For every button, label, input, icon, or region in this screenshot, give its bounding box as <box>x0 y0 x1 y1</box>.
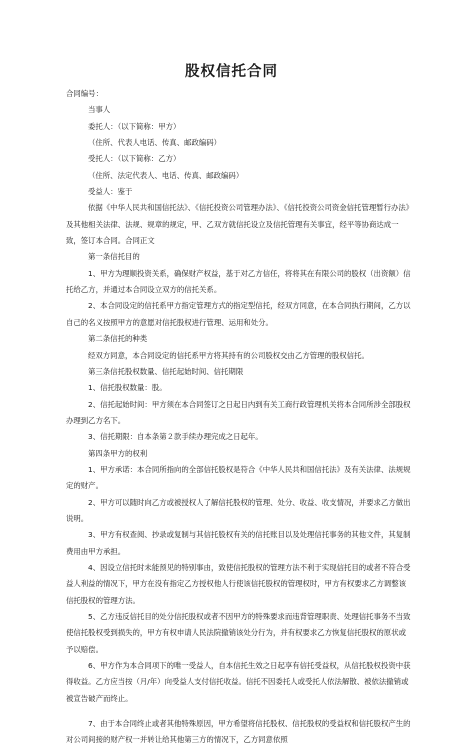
article-4-heading: 第四条甲方的权利 <box>88 448 148 458</box>
trustee-line: 受托人：（以下简称：乙方） <box>88 154 181 164</box>
article-4-clause-2: 2、甲方可以随时向乙方或被授权人了解信托股权的管理、处分、收益、收支情况，并要求乙方做出说明。 <box>66 497 411 523</box>
article-4-clause-7: 7、由于本合同终止或者其他特殊原因，甲方希望将信托股权、信托股权的受益权和信托股权产生的对公司间接的财产权一并转让给其他第三方的情况下，乙方同意依照 <box>66 719 411 745</box>
settlor-line: 委托人：（以下简称：甲方） <box>88 121 181 131</box>
article-4-clause-3: 3、甲方有权查阅、抄录或复制与其信托股权有关的信托账目以及处理信托事务的其他文件，其复制费用由甲方承担。 <box>66 530 411 556</box>
settlor-details-line: （住所、代表人电话、传真、邮政编码） <box>88 138 222 148</box>
article-3-clause-3: 3、信托期限：自本条第２款手续办理完成之日起年。 <box>88 432 263 442</box>
document-body <box>66 86 413 749</box>
document-title: 股权信托合同 <box>185 64 278 80</box>
parties-heading: 当事人 <box>88 105 111 115</box>
article-4-clause-5: 5、乙方违反信托目的处分信托股权或者不因甲方的特殊要求而违背管理职责、处理信托事务不当致使信托股权受到损失的，甲方有权申请人民法院撤销该处分行为，并有权要求乙方恢复信托股权的原状或予以赔偿。 <box>66 612 411 654</box>
legal-basis-paragraph: 依据《中华人民共和国信托法》、《信托投资公司管理办法》、《信托投资公司资金信托管理暂行办法》及其他相关法律、法规、规章的规定，甲、乙双方就信托设立及信托管理有关事宜，经平等协商达成一致，签订本合同。合同正文 <box>66 203 410 246</box>
article-2-body: 经双方同意，本合同设定的信托系甲方将其持有的公司股权交由乙方管理的股权信托。 <box>88 350 369 360</box>
article-2-heading: 第二条信托的种类 <box>88 334 148 344</box>
article-4-clause-1: 1、甲方承诺：本合同所指向的全部信托股权是符合《中华人民共和国信托法》及有关法律、法规规定的财产。 <box>66 464 411 491</box>
trustee-details-line: （住所、法定代表人、电话、传真、邮政编码） <box>88 170 244 180</box>
article-4-clause-6: 6、甲方作为本合同项下的唯一受益人，自本信托生效之日起享有信托受益权，从信托股权投资中获得收益。乙方应当按（月/年）向受益人支付信托收益。信托不因委托人或受托人依法解散、被依法撤销或被宣告破产而终止。 <box>66 661 411 703</box>
beneficiary-line: 受益人：鉴于 <box>88 187 133 197</box>
article-1-heading: 第一条信托目的 <box>88 252 140 262</box>
article-1-clause-2: 2、本合同设定的信托系甲方指定管理方式的指定型信托，经双方同意，在本合同执行期间，乙方以自己的名义按照甲方的意愿对信托股权进行管理、运用和处分。 <box>66 301 411 327</box>
contract-number-line: 合同编号： <box>66 89 103 98</box>
article-4-clause-4: 4、因设立信托时未能预见的特别事由，致使信托股权的管理方法不利于实现信托目的或者不符合受益人利益的情况下，甲方在没有指定乙方授权他人行使该信托股权的管理权时，甲方有权要求乙方调整该信托股权的管理方法。 <box>66 562 411 605</box>
article-3-clause-1: 1、信托股权数量：股。 <box>88 383 167 393</box>
article-1-clause-1: 1、甲方为理顺投资关系，确保财产权益，基于对乙方信任，将将其在有限公司的股权（出资额）信托给乙方，并通过本合同设立双方的信托关系。 <box>66 268 411 295</box>
paragraph-gap <box>66 707 413 716</box>
article-3-heading: 第三条信托股权数量、信托起始时间、信托期限 <box>88 366 244 376</box>
article-3-clause-2: 2、信托起始时间：甲方须在本合同签订之日起日内到有关工商行政管理机关将本合同所涉全部股权办理到乙方名下。 <box>66 399 411 425</box>
